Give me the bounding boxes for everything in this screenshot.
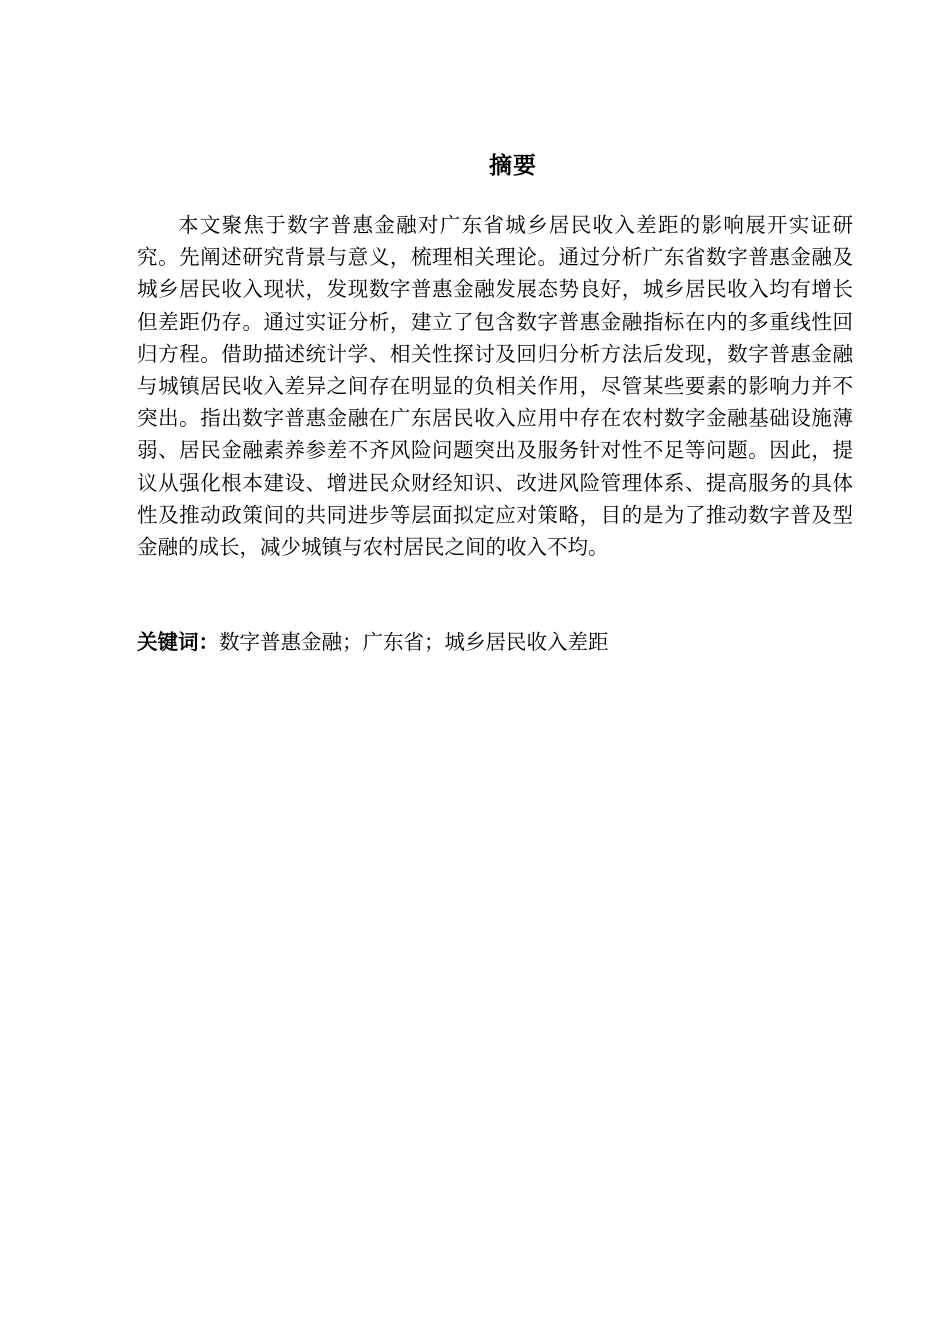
keywords-label: 关键词： [137,630,219,654]
abstract-paragraph: 本文聚焦于数字普惠金融对广东省城乡居民收入差距的影响展开实证研究。先阐述研究背景与意义，梳理相关理论。通过分析广东省数字普惠金融及城乡居民收入现状，发现数字普惠金融发展态势良好，城乡居民收入均有增长但差距仍存。通过实证分析，建立了包含数字普惠金融指标在内的多重线性回归方程。借助描述统计学、相关性探讨及回归分析方法后发现，数字普惠金融与城镇居民收入差异之间存在明显的负相关作用，尽管某些要素的影响力并不突出。指出数字普惠金融在广东居民收入应用中存在农村数字金融基础设施薄弱、居民金融素养参差不齐风险问题突出及服务针对性不足等问题。因此，提议从强化根本建设、增进民众财经知识、改进风险管理体系、提高服务的具体性及推动政策间的共同进步等层面拟定应对策略，目的是为了推动数字普及型金融的成长，减少城镇与农村居民之间的收入不均。 [137,213,853,560]
page-title: 摘要 [489,153,537,179]
keywords-text: 数字普惠金融；广东省；城乡居民收入差距 [219,630,609,654]
keywords-line [137,626,853,658]
